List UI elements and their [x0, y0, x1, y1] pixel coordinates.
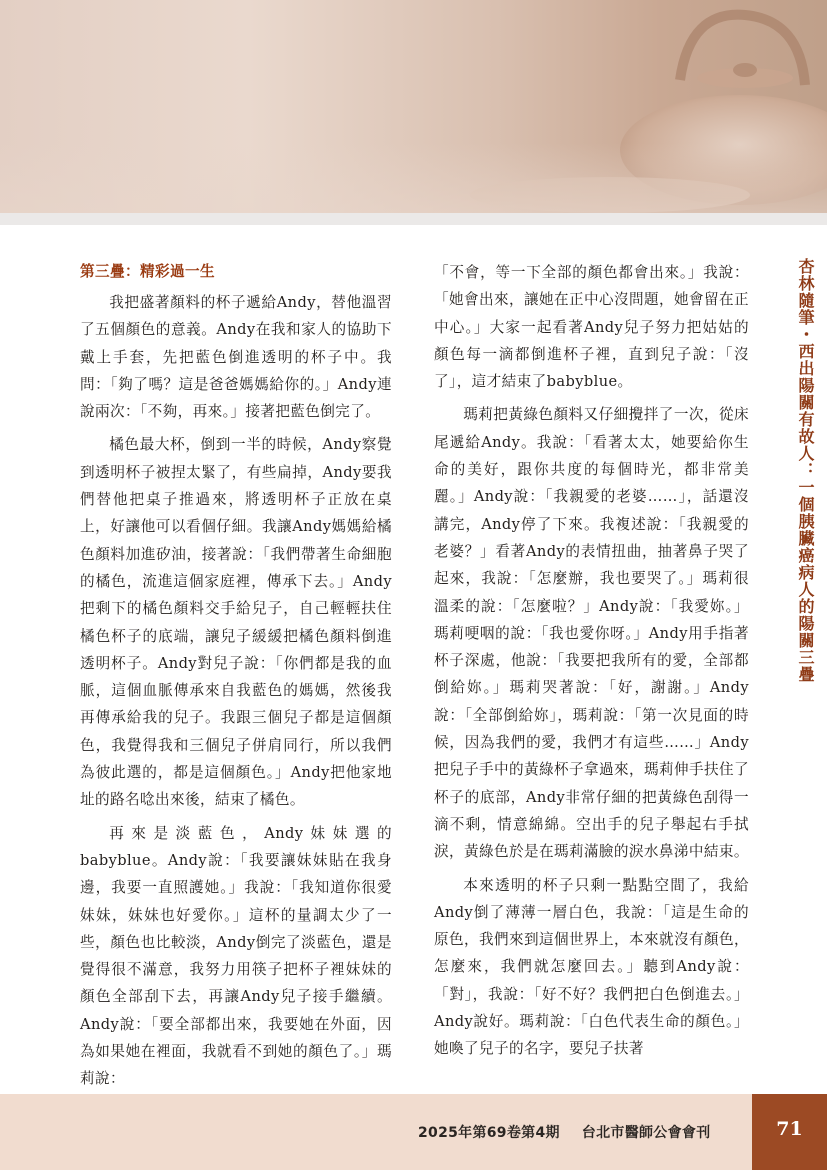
header-divider-band: [0, 213, 827, 225]
journal-name: 台北市醫師公會會刊: [581, 1125, 711, 1141]
article-column-right: [434, 259, 749, 1069]
paragraph: 本來透明的杯子只剩一點點空間了，我給Andy倒了薄薄一層白色，我說：「這是生命的原色，我們來到這個世界上，本來就沒有顏色，怎麼來，我們就怎麼回去。」聽到Andy說：「對」，我說：「好不好？我們把白色倒進去。」Andy說好。瑪莉說：「白色代表生命的顏色。」她喚了兒子的名字，要兒子扶著: [434, 876, 749, 1058]
paragraph: 瑪莉把黃綠色顏料又仔細攪拌了一次，從床尾遞給Andy。我說：「看著太太，她要給你生命的美好，跟你共度的每個時光，都非常美麗。」Andy說：「我親愛的老婆……」，話還沒講完，Andy停了下來。我複述說：「我親愛的老婆？」看著Andy的表情扭曲，抽著鼻子哭了起來，我說：「怎麼辦，我也要哭了。」瑪莉很溫柔的說：「怎麼啦？」Andy說：「我愛妳。」瑪莉哽咽的說：「我也愛你呀。」Andy用手指著杯子深處，他說：「我要把我所有的愛，全部都倒給妳。」瑪莉哭著說：「好，謝謝。」Andy說：「全部倒給妳」，瑪莉說：「第一次見面的時候，因為我們的愛，我們才有這些……」Andy把兒子手中的黃綠杯子拿過來，瑪莉伸手扶住了杯子的底部，Andy非常仔細的把黃綠色刮得一滴不剩，情意綿綿。空出手的兒子舉起右手拭淚，黃綠色於是在瑪莉滿臉的淚水鼻涕中結束。: [434, 406, 749, 861]
paragraph: 再來是淡藍色，Andy妹妹選的babyblue。Andy說：「我要讓妹妹貼在我身邊，我要一直照護她。」我說：「我知道你很愛妹妹，妹妹也好愛你。」這杯的量調太少了一些，顏色也比較淡，Andy倒完了淡藍色，還是覺得很不滿意，我努力用筷子把杯子裡妹妹的顏色全部刮下去，再讓Andy兒子接手繼續。Andy說：「要全部都出來，我要她在外面，因為如果她在裡面，我就看不到她的顏色了。」瑪莉說：: [80, 824, 392, 1088]
article-column-left: [80, 258, 392, 1099]
paragraph: 我把盛著顏料的杯子遞給Andy，替他溫習了五個顏色的意義。Andy在我和家人的協助下戴上手套，先把藍色倒進透明的杯子中。我問：「夠了嗎？這是爸爸媽媽給你的。」Andy連說兩次：「不夠，再來。」接著把藍色倒完了。: [80, 294, 392, 421]
footer-publication-info: [418, 1122, 711, 1142]
section-title: 第三疊：精彩過一生: [80, 263, 215, 280]
issue-label: 2025年第69卷第4期: [418, 1125, 560, 1141]
header-banner-image: [0, 0, 827, 213]
paragraph: 「不會，等一下全部的顏色都會出來。」我說：「她會出來，讓她在正中心沒問題，她會留在正中心。」大家一起看著Andy兒子努力把姑姑的顏色每一滴都倒進杯子裡，直到兒子說：「沒了」，這才結束了babyblue。: [434, 264, 749, 391]
page-number: 71: [776, 1118, 803, 1140]
running-title: 杏林隨筆・西出陽關有故人：一個胰臟癌病人的陽關三疊: [796, 258, 815, 683]
paragraph: 橘色最大杯，倒到一半的時候，Andy察覺到透明杯子被捏太緊了，有些扁掉，Andy要我們替他把桌子推過來，將透明杯子正放在桌上，好讓他可以看個仔細。我讓Andy媽媽給橘色顏料加進矽油，接著說：「我們帶著生命細胞的橘色，流進這個家庭裡，傳承下去。」Andy把剩下的橘色顏料交手給兒子，自己輕輕扶住橘色杯子的底端，讓兒子緩緩把橘色顏料倒進透明杯子。Andy對兒子說：「你們都是我的血脈，這個血脈傳承來自我藍色的媽媽，然後我再傳承給我的兒子。我跟三個兒子都是這個顏色，我覺得我和三個兒子併肩同行，所以我們為彼此選的，都是這個顏色。」Andy把他家地址的路名唸出來後，結束了橘色。: [80, 436, 392, 809]
